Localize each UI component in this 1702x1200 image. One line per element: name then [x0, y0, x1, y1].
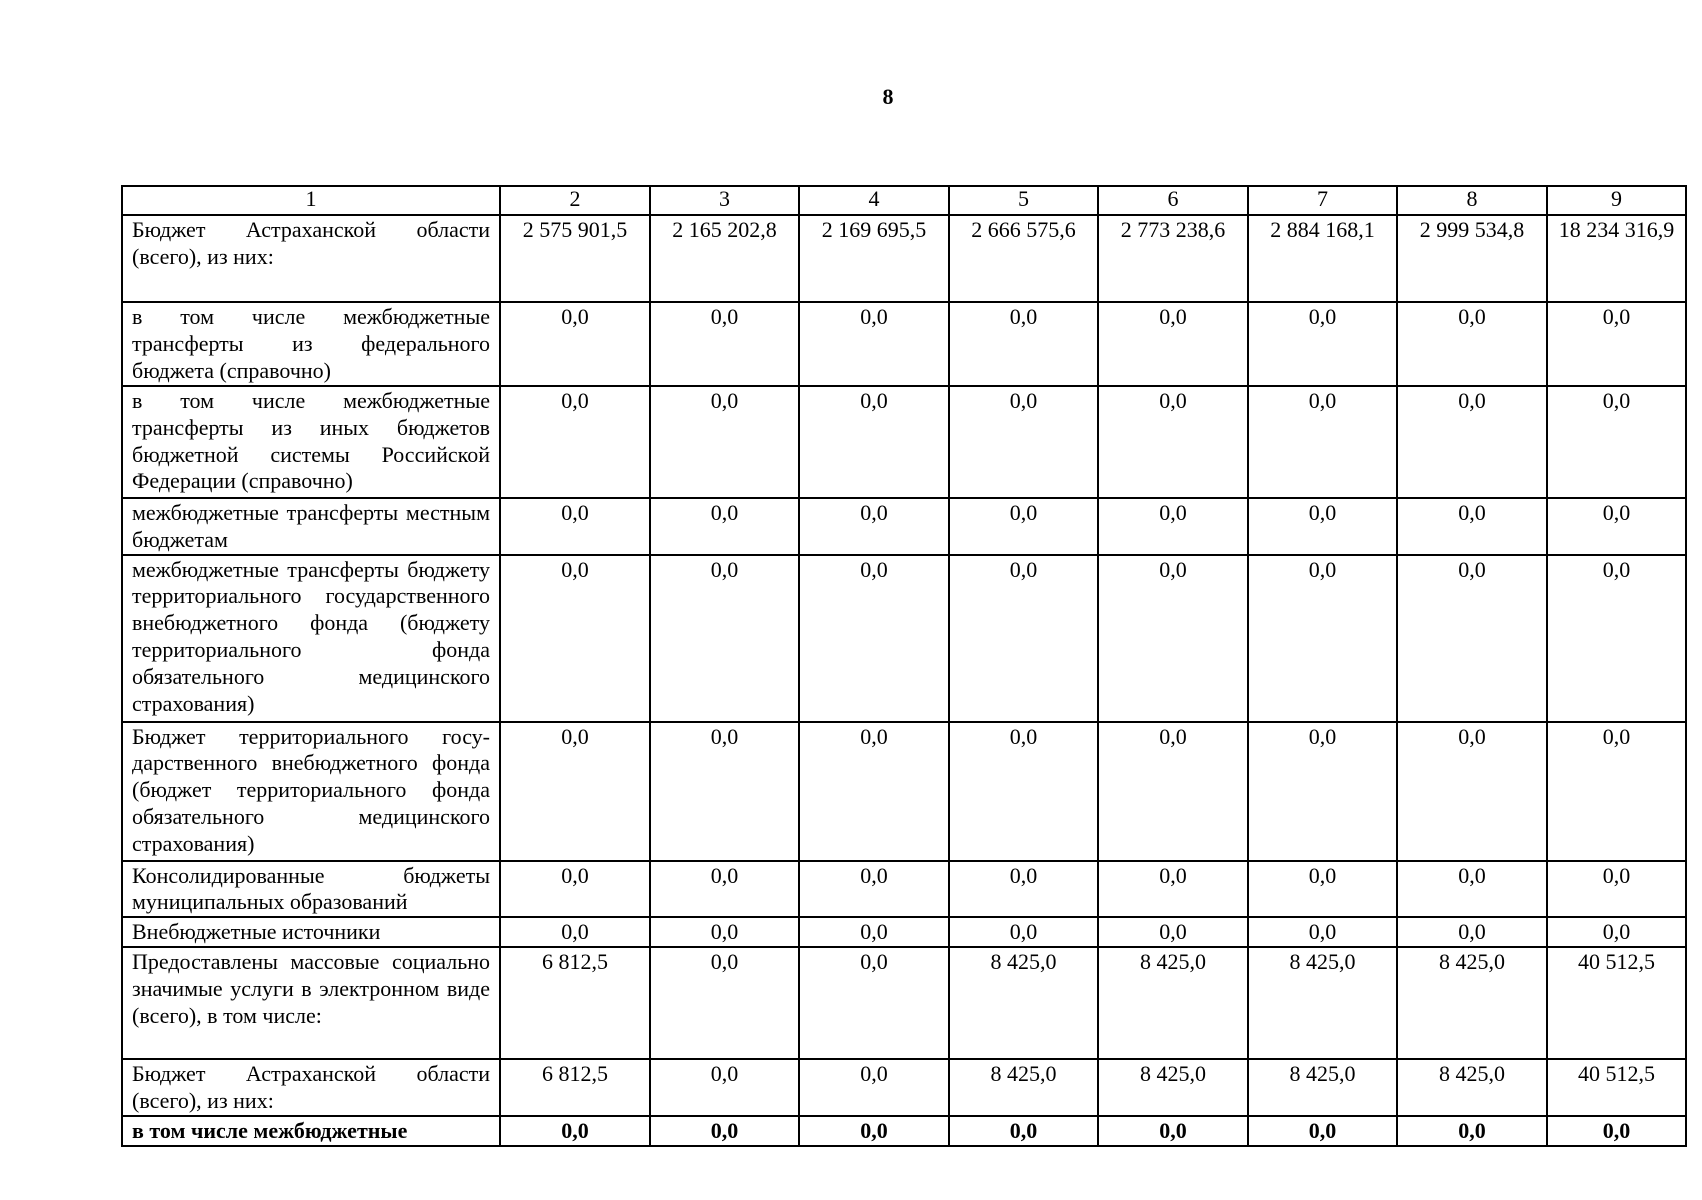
table-cell: 0,0 — [1397, 861, 1547, 918]
table-cell: 0,0 — [1547, 386, 1686, 498]
table-cell: 8 425,0 — [1397, 947, 1547, 1059]
table-cell: 0,0 — [1397, 1116, 1547, 1146]
table-row — [122, 1059, 1686, 1116]
table-cell: 0,0 — [650, 947, 799, 1059]
row-label: в том числе межбюджетные трансферты из федерального бюджета (справочно) — [122, 302, 500, 386]
table-cell: 0,0 — [1397, 386, 1547, 498]
table-cell: 0,0 — [1397, 722, 1547, 861]
table-row — [122, 386, 1686, 498]
table-cell: 0,0 — [1547, 917, 1686, 947]
table-header-row — [122, 186, 1686, 215]
table-cell: 0,0 — [650, 386, 799, 498]
table-cell: 0,0 — [500, 386, 650, 498]
table-cell: 0,0 — [1098, 722, 1248, 861]
column-header: 1 — [122, 186, 500, 215]
table-cell: 0,0 — [799, 1116, 949, 1146]
table-row — [122, 555, 1686, 722]
row-label: межбюджетные трансферты бюджету территориального государственного внебюджетного фонда (бюджету территориального фонда обязательного медицинского страхования) — [122, 555, 500, 722]
table-cell: 0,0 — [1248, 722, 1397, 861]
table-cell: 0,0 — [650, 722, 799, 861]
table-cell: 0,0 — [500, 861, 650, 918]
table-row — [122, 302, 1686, 386]
table-cell: 0,0 — [949, 722, 1098, 861]
table-cell: 0,0 — [1098, 917, 1248, 947]
table-cell: 0,0 — [799, 302, 949, 386]
table-row — [122, 917, 1686, 947]
table-cell: 0,0 — [1248, 386, 1397, 498]
column-header: 9 — [1547, 186, 1686, 215]
table-cell: 0,0 — [1248, 302, 1397, 386]
table-cell: 0,0 — [500, 1116, 650, 1146]
table-cell: 0,0 — [650, 498, 799, 555]
table-cell: 40 512,5 — [1547, 1059, 1686, 1116]
table-cell: 0,0 — [500, 498, 650, 555]
table-cell: 8 425,0 — [1248, 1059, 1397, 1116]
row-label: межбюджетные трансферты местным бюджетам — [122, 498, 500, 555]
table-row — [122, 947, 1686, 1059]
row-label: Бюджет Астраханской области (всего), из них: — [122, 1059, 500, 1116]
table-cell: 0,0 — [1248, 1116, 1397, 1146]
row-label: Бюджет территориального государственного внебюджетного фонда (бюджет территориального фонда обязательного медицинского страхования) — [122, 722, 500, 861]
column-header: 2 — [500, 186, 650, 215]
table-cell: 0,0 — [500, 917, 650, 947]
table-cell: 0,0 — [799, 555, 949, 722]
table-cell: 6 812,5 — [500, 1059, 650, 1116]
column-header: 6 — [1098, 186, 1248, 215]
table-cell: 8 425,0 — [949, 947, 1098, 1059]
table-cell: 0,0 — [1547, 498, 1686, 555]
column-header: 7 — [1248, 186, 1397, 215]
table-cell: 0,0 — [650, 302, 799, 386]
table-row — [122, 1116, 1686, 1146]
table-cell: 0,0 — [1248, 917, 1397, 947]
table-cell: 0,0 — [1397, 555, 1547, 722]
table-cell: 0,0 — [650, 1116, 799, 1146]
table-cell: 8 425,0 — [949, 1059, 1098, 1116]
column-header: 4 — [799, 186, 949, 215]
table-cell: 2 999 534,8 — [1397, 215, 1547, 302]
table-cell: 40 512,5 — [1547, 947, 1686, 1059]
row-label: в том числе межбюджетные — [122, 1116, 500, 1146]
table-cell: 0,0 — [1248, 861, 1397, 918]
table-cell: 0,0 — [1098, 498, 1248, 555]
table-cell: 0,0 — [799, 917, 949, 947]
table-cell: 8 425,0 — [1098, 1059, 1248, 1116]
table-cell: 6 812,5 — [500, 947, 650, 1059]
column-header: 8 — [1397, 186, 1547, 215]
table-cell: 0,0 — [650, 861, 799, 918]
column-header: 3 — [650, 186, 799, 215]
table-cell: 0,0 — [949, 861, 1098, 918]
table-cell: 0,0 — [799, 861, 949, 918]
row-label: Предоставлены массовые социально значимые услуги в электронном виде (всего), в том числе: — [122, 947, 500, 1059]
table-cell: 2 165 202,8 — [650, 215, 799, 302]
column-header: 5 — [949, 186, 1098, 215]
table-cell: 0,0 — [650, 917, 799, 947]
table-cell: 0,0 — [1098, 302, 1248, 386]
table-cell: 0,0 — [1397, 302, 1547, 386]
row-label: Бюджет Астраханской области (всего), из них: — [122, 215, 500, 302]
table-cell: 18 234 316,9 — [1547, 215, 1686, 302]
table-cell: 0,0 — [799, 722, 949, 861]
table-cell: 0,0 — [1547, 555, 1686, 722]
table-cell: 0,0 — [949, 555, 1098, 722]
table-cell: 0,0 — [1397, 498, 1547, 555]
table-cell: 0,0 — [799, 947, 949, 1059]
table-cell: 2 169 695,5 — [799, 215, 949, 302]
table-cell: 2 773 238,6 — [1098, 215, 1248, 302]
table-cell: 0,0 — [949, 498, 1098, 555]
table-cell: 0,0 — [1397, 917, 1547, 947]
table-cell: 0,0 — [1098, 1116, 1248, 1146]
table-cell: 0,0 — [949, 917, 1098, 947]
table-cell: 0,0 — [1547, 861, 1686, 918]
table-cell: 0,0 — [500, 302, 650, 386]
budget-table — [121, 185, 1687, 1147]
table-cell: 0,0 — [949, 1116, 1098, 1146]
table-cell: 0,0 — [1547, 722, 1686, 861]
table-cell: 0,0 — [1098, 386, 1248, 498]
table-cell: 0,0 — [1547, 1116, 1686, 1146]
table-cell: 0,0 — [650, 1059, 799, 1116]
table-cell: 0,0 — [799, 1059, 949, 1116]
table-cell: 0,0 — [1547, 302, 1686, 386]
table-cell: 8 425,0 — [1098, 947, 1248, 1059]
table-row — [122, 498, 1686, 555]
table-cell: 0,0 — [1248, 555, 1397, 722]
table-cell: 0,0 — [650, 555, 799, 722]
table-row — [122, 722, 1686, 861]
row-label: Консолидированные бюджеты муниципальных образований — [122, 861, 500, 918]
page-number: 8 — [882, 84, 894, 109]
table-cell: 0,0 — [1098, 861, 1248, 918]
table-cell: 2 884 168,1 — [1248, 215, 1397, 302]
table-cell: 8 425,0 — [1397, 1059, 1547, 1116]
table-cell: 0,0 — [1248, 498, 1397, 555]
table-cell: 0,0 — [799, 498, 949, 555]
table-row — [122, 215, 1686, 302]
table-row — [122, 861, 1686, 918]
table-cell: 0,0 — [799, 386, 949, 498]
table-cell: 0,0 — [949, 386, 1098, 498]
table-cell: 0,0 — [949, 302, 1098, 386]
row-label: Внебюджетные источники — [122, 917, 500, 947]
table-cell: 0,0 — [1098, 555, 1248, 722]
table-cell: 8 425,0 — [1248, 947, 1397, 1059]
row-label: в том числе межбюджетные трансферты из иных бюджетов бюджетной системы Российской Федерации (справочно) — [122, 386, 500, 498]
table-cell: 0,0 — [500, 722, 650, 861]
table-cell: 2 575 901,5 — [500, 215, 650, 302]
table-cell: 2 666 575,6 — [949, 215, 1098, 302]
table-cell: 0,0 — [500, 555, 650, 722]
